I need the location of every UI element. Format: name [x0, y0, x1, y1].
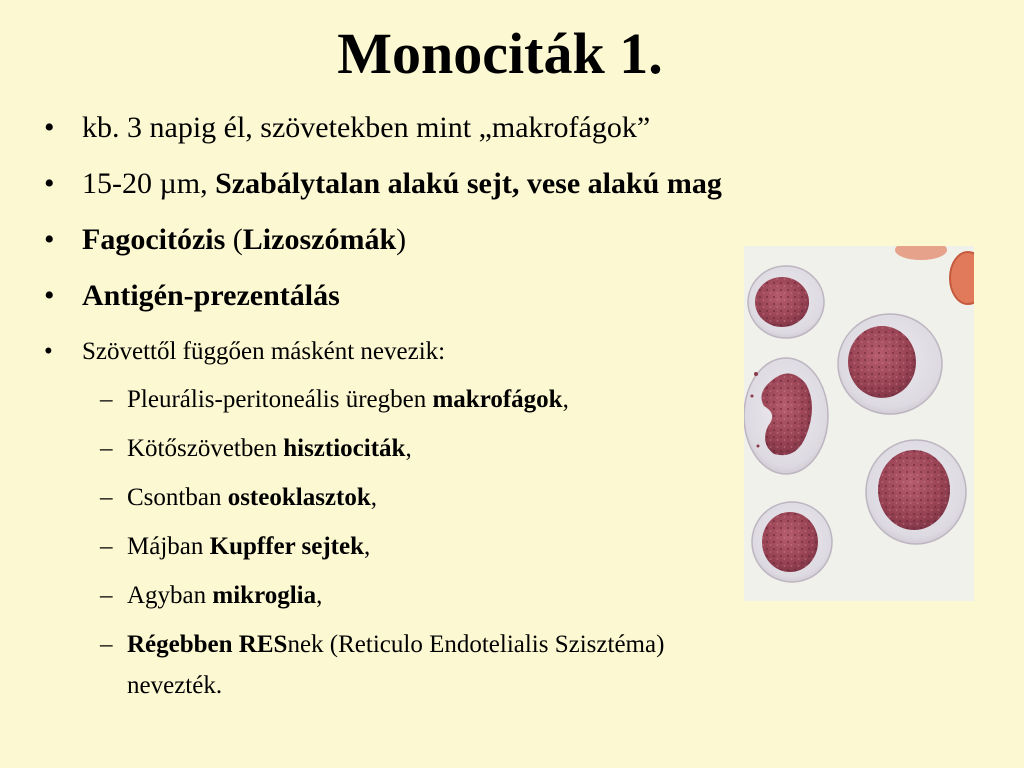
sub-bullet-text: Régebben RESnek (Reticulo Endotelialis Szisztéma) [127, 631, 665, 658]
sub-bullet-text: Csontban osteoklasztok, [127, 484, 378, 511]
monocyte-cell [748, 266, 824, 338]
bullet-dot: • [44, 338, 53, 365]
monocyte-cell [838, 314, 942, 414]
monocyte-cell [866, 440, 966, 544]
slide-title: Monociták 1. [337, 21, 663, 86]
sub-bullet-text: Pleurális-peritoneális üregben makrofágok, [127, 386, 569, 413]
sub-bullet-text: Agyban mikroglia, [127, 582, 323, 609]
sub-bullet-text: Májban Kupffer sejtek, [127, 533, 371, 560]
monocyte-cell [752, 502, 832, 582]
monocyte-cell [744, 358, 828, 474]
bullet-dot: • [44, 167, 55, 200]
monocyte-illustration [744, 246, 974, 601]
bullet-text: Szövettől függően másként nevezik: [82, 338, 446, 365]
bullet-text: kb. 3 napig él, szövetekben mint „makrofágok” [82, 111, 651, 144]
bullet-dot: • [44, 223, 55, 256]
bullet-text: Antigén-prezentálás [82, 279, 340, 312]
bullet-dot: • [44, 279, 55, 312]
dash-marker: – [100, 533, 113, 560]
dash-marker: – [100, 386, 113, 413]
bullet-dot: • [44, 111, 55, 144]
dash-marker: – [100, 631, 113, 658]
dash-marker: – [100, 484, 113, 511]
dash-marker: – [100, 582, 113, 609]
sub-bullet-text: nevezték. [127, 672, 223, 699]
red-blood-cells [895, 246, 974, 304]
dash-marker: – [100, 435, 113, 462]
monocyte-drawing [744, 246, 974, 601]
bullet-text: Fagocitózis (Lizoszómák) [82, 223, 407, 256]
sub-bullet-text: Kötőszövetben hisztiociták, [127, 435, 412, 462]
bullet-text: 15-20 µm, Szabálytalan alakú sejt, vese alakú mag [82, 167, 722, 200]
